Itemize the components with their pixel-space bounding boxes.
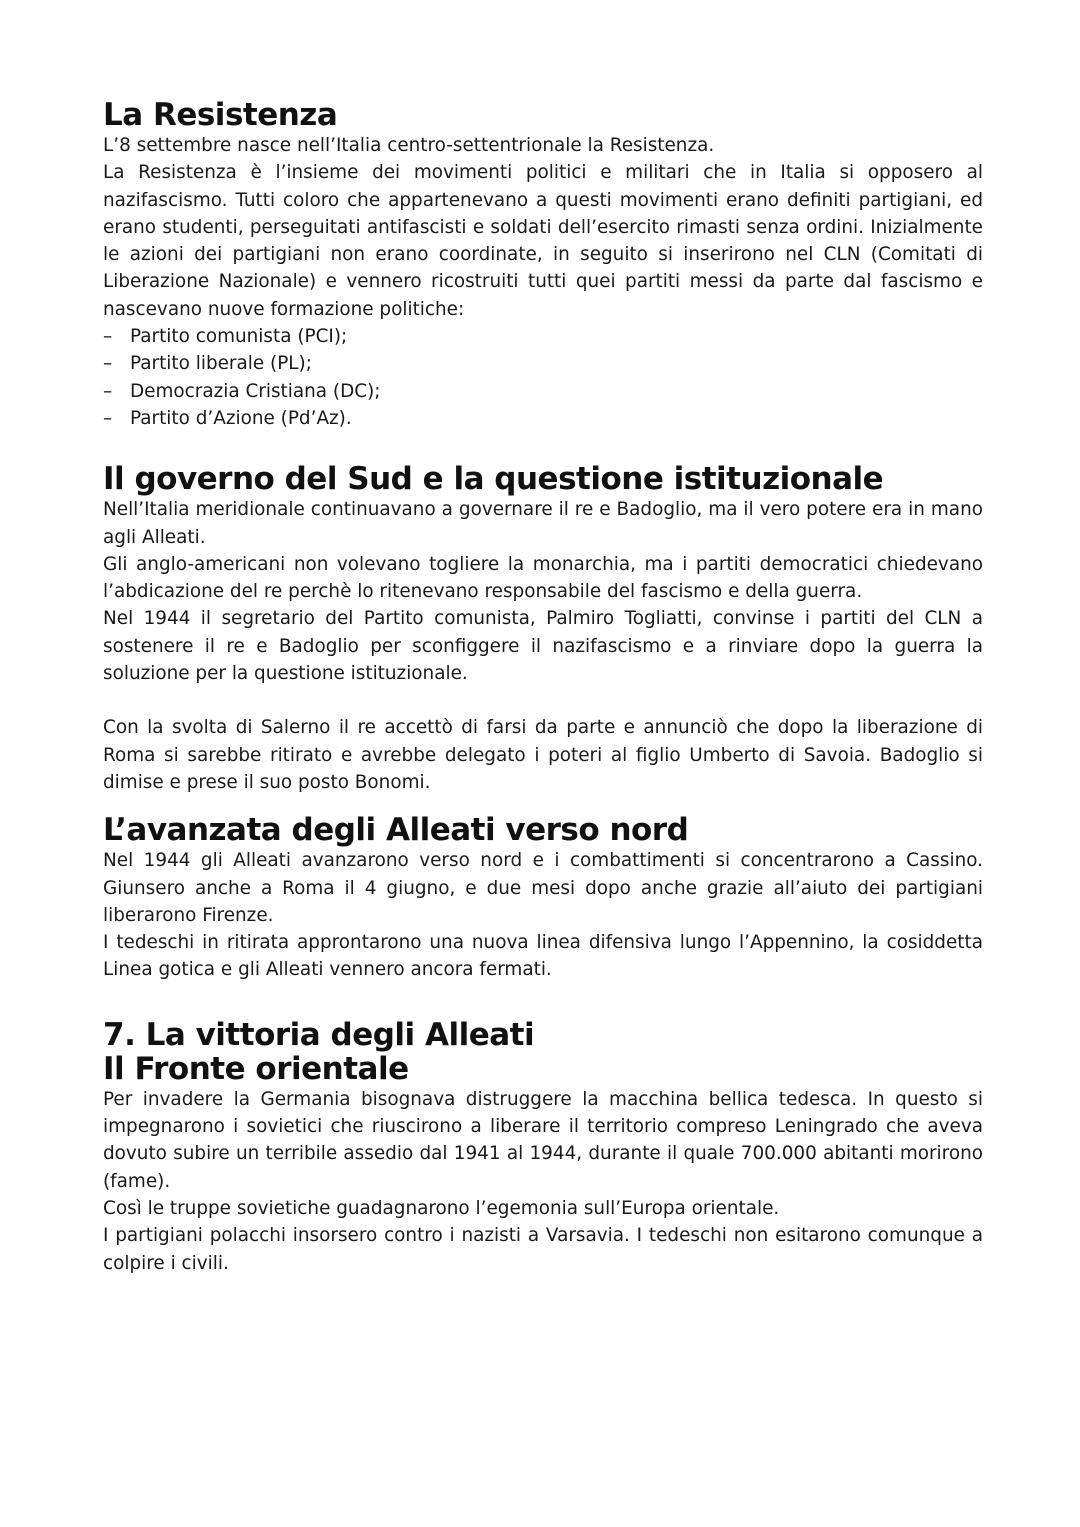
- section-vittoria-alleati: [103, 1018, 983, 1277]
- paragraph: L’8 settembre nasce nell’Italia centro-settentrionale la Resistenza.: [103, 135, 715, 156]
- paragraph: Con la svolta di Salerno il re accettò di farsi da parte e annunciò che dopo la liberazione di Roma si sarebbe ritirato e avrebbe delegato i poteri al figlio Umberto di Savoia. Badoglio si dimise e prese il suo posto Bonomi.: [103, 717, 983, 793]
- dash-bullet-icon: –: [103, 407, 113, 429]
- party-list: [103, 323, 983, 432]
- dash-bullet-icon: –: [103, 353, 113, 375]
- chapter-title: 7. La vittoria degli Alleati: [103, 1016, 535, 1053]
- section-governo-sud: [103, 462, 983, 796]
- list-item: [103, 323, 983, 350]
- list-item-text: Partito liberale (PL);: [130, 353, 312, 375]
- section-resistenza: [103, 98, 983, 432]
- paragraph-gap: [103, 687, 983, 714]
- section-avanzata-alleati: [103, 813, 983, 983]
- paragraph: La Resistenza è l’insieme dei movimenti politici e militari che in Italia si opposero al nazifascismo. Tutti coloro che appartenevano a questi movimenti erano definiti partigiani, ed erano studenti, perseguitati antifascisti e soldati dell’esercito rimasti senza ordini. Inizialmente le azioni dei partigiani non erano coordinate, in seguito si inserirono nel CLN (Comitati di Liberazione Nazionale) e vennero ricostruiti tutti quei partiti messi da parte dal fascismo e nascevano nuove formazione politiche:: [103, 162, 983, 320]
- list-item-text: Partito comunista (PCI);: [130, 326, 348, 348]
- paragraph: Nel 1944 gli Alleati avanzarono verso nord e i combattimenti si concentrarono a Cassino. Giunsero anche a Roma il 4 giugno, e due mesi dopo anche grazie all’aiuto dei partigiani liberarono Firenze.: [103, 850, 983, 926]
- list-item: [103, 350, 983, 377]
- document-page: [103, 98, 983, 1277]
- paragraph: Nell’Italia meridionale continuavano a governare il re e Badoglio, ma il vero potere era in mano agli Alleati.: [103, 499, 983, 548]
- section-gap: [103, 796, 983, 813]
- section-title: La Resistenza: [103, 97, 338, 133]
- paragraph: Così le truppe sovietiche guadagnarono l’egemonia sull’Europa orientale.: [103, 1197, 780, 1219]
- paragraph: Gli anglo-americani non volevano togliere la monarchia, ma i partiti democratici chiedevano l’abdicazione del re perchè lo ritenevano responsabile del fascismo e della guerra.: [103, 553, 983, 603]
- section-gap: [103, 432, 983, 462]
- paragraph: I partigiani polacchi insorsero contro i nazisti a Varsavia. I tedeschi non esitarono comunque a colpire i civili.: [103, 1225, 983, 1274]
- section-gap: [103, 984, 983, 1018]
- dash-bullet-icon: –: [103, 326, 113, 348]
- section-subtitle: Il Fronte orientale: [103, 1050, 409, 1087]
- paragraph: Per invadere la Germania bisognava distruggere la macchina bellica tedesca. In questo si impegnarono i sovietici che riuscirono a liberare il territorio compreso Leningrado che aveva dovuto subire un terribile assedio dal 1941 al 1944, durante il quale 700.000 abitanti morirono (fame).: [103, 1088, 983, 1192]
- paragraph: I tedeschi in ritirata approntarono una nuova linea difensiva lungo l’Appennino, la cosiddetta Linea gotica e gli Alleati vennero ancora fermati.: [103, 932, 983, 981]
- list-item-text: Democrazia Cristiana (DC);: [130, 380, 381, 402]
- paragraph: Nel 1944 il segretario del Partito comunista, Palmiro Togliatti, convinse i partiti del CLN a sostenere il re e Badoglio per sconfiggere il nazifascismo e a rinviare dopo la guerra la soluzione per la questione istituzionale.: [103, 608, 983, 685]
- dash-bullet-icon: –: [103, 380, 113, 402]
- list-item-text: Partito d’Azione (Pd’Az).: [130, 407, 352, 429]
- list-item: [103, 405, 983, 432]
- list-item: [103, 378, 983, 405]
- section-title: Il governo del Sud e la questione istituzionale: [103, 461, 884, 498]
- section-title: L’avanzata degli Alleati verso nord: [103, 812, 689, 849]
